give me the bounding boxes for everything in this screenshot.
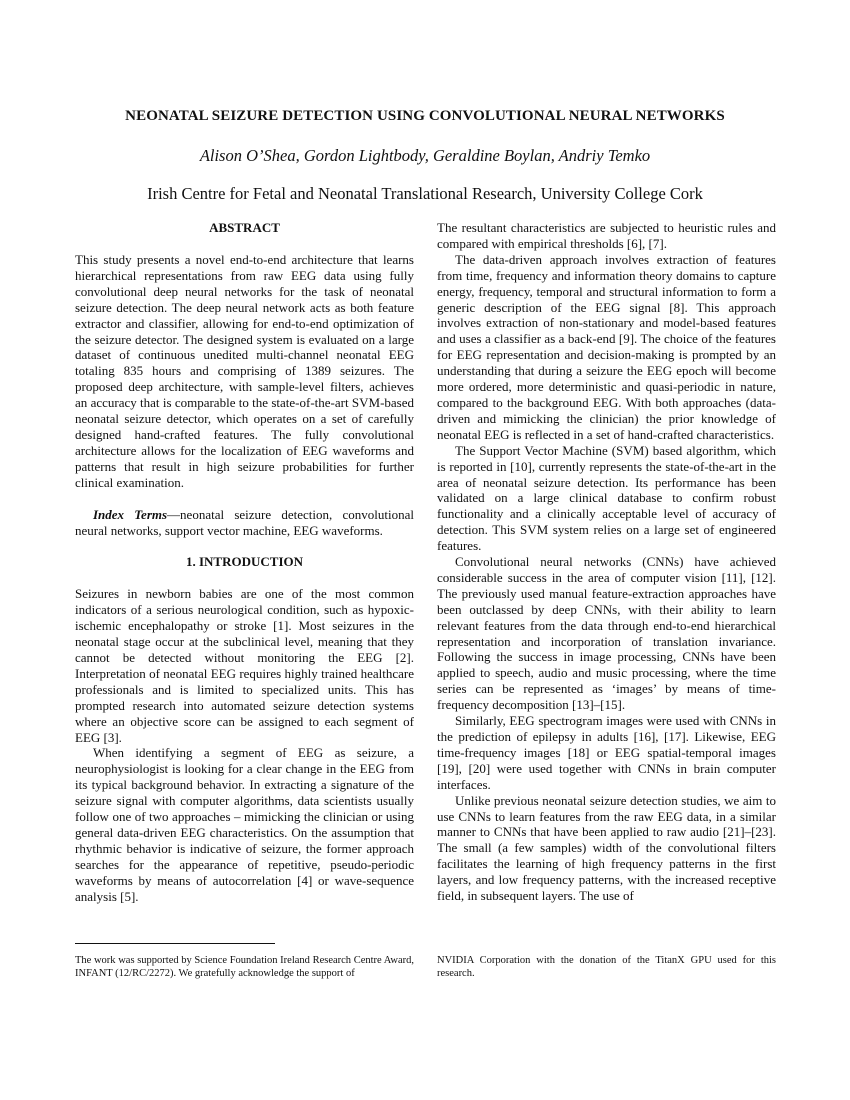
intro-paragraph: The data-driven approach involves extraction of features from time, frequency and information theory domains to capture energy, frequency, temporal and structural information to form a generic description of the EEG signal [8]. This approach involves extraction of non-stationary and model-based features and uses a classifier as a back-end [9]. The choice of the features for EEG representation and decision-making is prompted by an understanding that during a seizure the EEG epoch will become more ordered, more deterministic and quasi-periodic in nature, compared to the background EEG. With both approaches (data-driven and mimicking the clinician) the prior knowledge of neonatal EEG is reflected in a set of hand-crafted characteristics. bbox=[437, 251, 776, 442]
abstract-text: This study presents a novel end-to-end architecture that learns hierarchical representations from raw EEG data using fully convolutional deep neural networks for the task of neonatal seizure detection. The deep neural network acts as both feature extractor and classifier, allowing for end-to-end optimization of the seizure detector. The designed system is evaluated on a large dataset of continuous unedited multi-channel neonatal EEG totaling 835 hours and comprising of 1389 seizures. The proposed deep architecture, with sample-level filters, achieves an accuracy that is comparable to the state-of-the-art SVM-based neonatal seizure detector, which operates on a set of carefully designed hand-crafted features. The fully convolutional architecture allows for the localization of EEG waveforms and patterns that result in high seizure probabilities for further clinical examination. bbox=[75, 252, 414, 490]
paper-affiliation: Irish Centre for Fetal and Neonatal Translational Research, University College Cork bbox=[147, 184, 703, 203]
paper-authors: Alison O’Shea, Gordon Lightbody, Geraldine Boylan, Andriy Temko bbox=[199, 146, 651, 165]
index-terms-label: Index Terms bbox=[93, 506, 168, 522]
intro-paragraph: Similarly, EEG spectrogram images were used with CNNs in the prediction of epilepsy in adults [16], [17]. Likewise, EEG time-frequency images [18] or EEG spatial-temporal images [19], [20] were used together with CNNs in brain computer interfaces. bbox=[437, 713, 776, 792]
abstract-heading: ABSTRACT bbox=[209, 220, 280, 235]
intro-paragraph: When identifying a segment of EEG as seizure, a neurophysiologist is looking for a clear change in the EEG from its typical background behavior. In extracting a signature of the seizure signal with computer algorithms, data scientists usually follow one of two approaches – mimicking the clinician or using general data-driven EEG characteristics. On the assumption that rhythmic behavior is indicative of seizure, the former approach searches for the appearance of repetitive, pseudo-periodic waveforms by means of autocorrelation [4] or wave-sequence analysis [5]. bbox=[75, 745, 414, 904]
footnote-right: NVIDIA Corporation with the donation of the TitanX GPU used for this research. bbox=[437, 955, 776, 979]
index-terms bbox=[75, 507, 414, 539]
right-column bbox=[437, 220, 776, 904]
intro-paragraph: Seizures in newborn babies are one of the most common indicators of a serious neurological condition, such as hypoxic-ischemic encephalopathy or stroke [1]. Most seizures in the neonatal stage occur at the subclinical level, meaning that they cannot be detected without monitoring the EEG [2]. Interpretation of neonatal EEG requires highly trained healthcare professionals and is limited to specialized units. This has prompted research into automated seizure detection systems where an objective score can be assigned to each segment of EEG [3]. bbox=[75, 586, 414, 745]
footnote-left: The work was supported by Science Foundation Ireland Research Centre Award, INFANT (12/RC/2272). We gratefully acknowledge the support of bbox=[75, 955, 414, 979]
intro-paragraph: Unlike previous neonatal seizure detection studies, we aim to use CNNs to learn features from the raw EEG data, in a similar manner to CNNs that have been applied to raw audio [21]–[23]. The small (a few samples) width of the convolutional filters facilitates the learning of high frequency patterns in the first layers, and low frequency patterns, with the increased receptive field, in subsequent layers. The use of bbox=[437, 792, 776, 904]
intro-paragraph: The Support Vector Machine (SVM) based algorithm, which is reported in [10], currently represents the state-of-the-art in the area of neonatal seizure detection. Its performance has been validated on a large clinical database to confirm robust functionality and a clinically acceptable level of accuracy of detection. This SVM system relies on a large set of engineered features. bbox=[437, 442, 776, 554]
footnote-rule bbox=[75, 943, 275, 944]
intro-paragraph: The resultant characteristics are subjected to heuristic rules and compared with empirical thresholds [6], [7]. bbox=[437, 220, 776, 251]
left-column bbox=[75, 220, 414, 905]
intro-paragraph: Convolutional neural networks (CNNs) have achieved considerable success in the area of computer vision [11], [12]. The previously used manual feature-extraction approaches have been outclassed by deep CNNs, with their ability to learn relevant features from the data through end-to-end hierarchical representation and incorporation of translation invariance. Following the success in image processing, CNNs have been applied to speech, audio and music processing, where the time series can be represented as ‘images’ by means of time-frequency decomposition [13]–[15]. bbox=[437, 554, 776, 713]
paper-title: NEONATAL SEIZURE DETECTION USING CONVOLUTIONAL NEURAL NETWORKS bbox=[125, 108, 725, 124]
index-terms-text: —neonatal seizure detection, convolutional neural networks, support vector machine, EEG waveforms. bbox=[75, 506, 414, 538]
introduction-heading: 1. INTRODUCTION bbox=[185, 554, 303, 570]
